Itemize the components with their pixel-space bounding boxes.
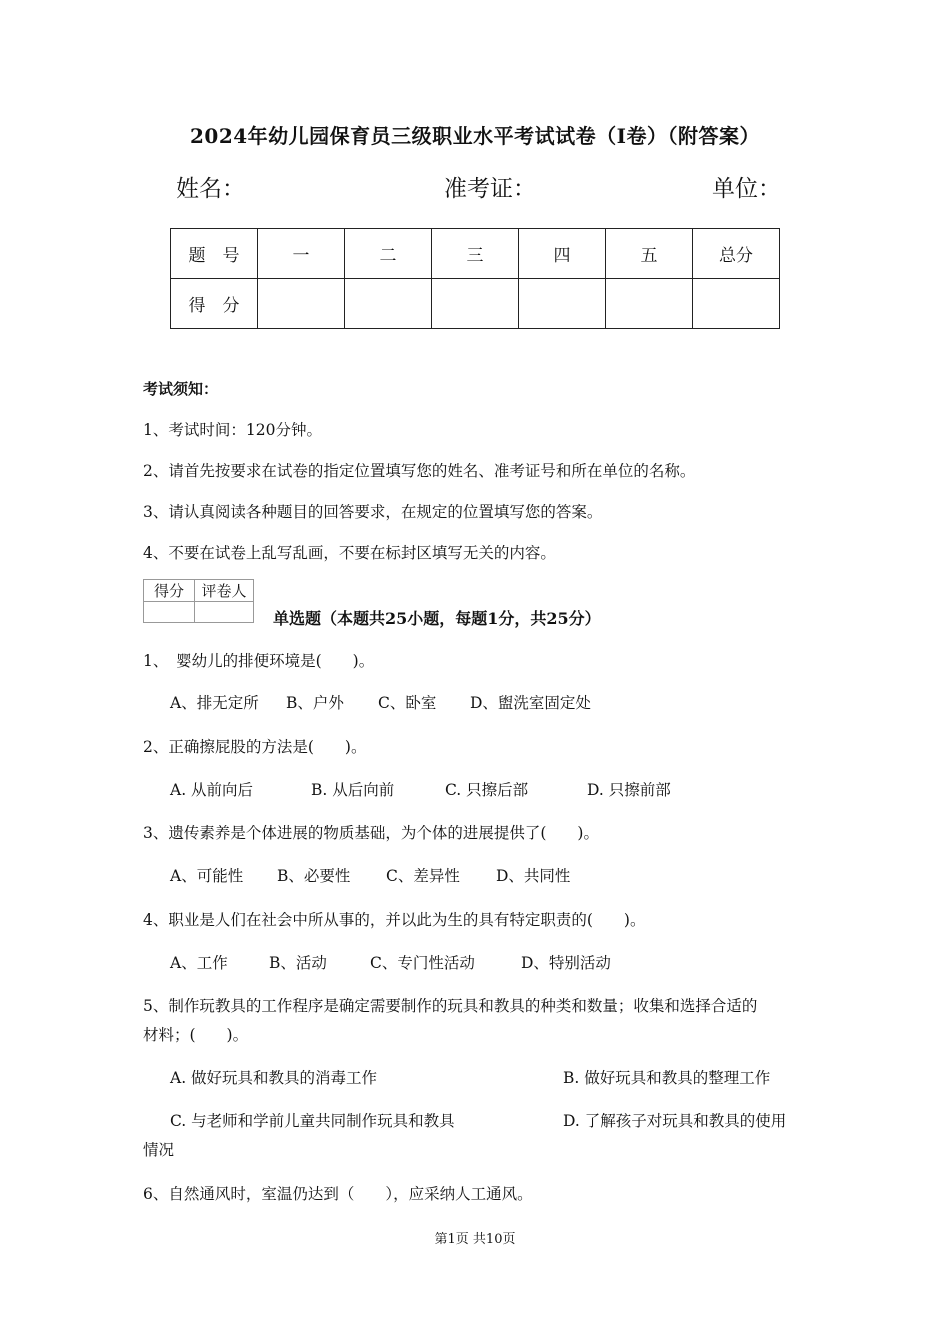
question-option: B、户外 xyxy=(286,694,344,712)
grader-box xyxy=(143,579,254,623)
score-table-row-label: 得 分 xyxy=(171,279,258,329)
notice-item: 4、不要在试卷上乱写乱画，不要在标封区填写无关的内容。 xyxy=(143,544,556,562)
score-table-header-cell: 五 xyxy=(606,229,693,279)
score-cell[interactable] xyxy=(606,279,693,329)
question-option: A、排无定所 xyxy=(170,694,259,712)
question-stem: 2、正确擦屁股的方法是( )。 xyxy=(143,738,367,756)
question-option: D、特别活动 xyxy=(521,954,611,972)
question-option: B、必要性 xyxy=(277,867,351,885)
score-table-header-cell: 题 号 xyxy=(171,229,258,279)
question-stem: 4、职业是人们在社会中所从事的，并以此为生的具有特定职责的( )。 xyxy=(143,911,646,929)
question-option: A. 从前向后 xyxy=(170,781,254,799)
question-stem: 6、自然通风时，室温仍达到（ ），应采纳人工通风。 xyxy=(143,1185,533,1203)
question-stem: 1、 婴幼儿的排便环境是( )。 xyxy=(143,652,375,670)
score-cell[interactable] xyxy=(432,279,519,329)
score-table-score-row xyxy=(171,279,780,329)
page-footer: 第1页 共10页 xyxy=(434,1232,516,1247)
name-field-label: 姓名： xyxy=(176,176,245,202)
question-option: C、差异性 xyxy=(386,867,460,885)
score-table-header-cell: 总分 xyxy=(693,229,780,279)
score-table xyxy=(170,228,780,329)
question-option: B. 做好玩具和教具的整理工作 xyxy=(563,1069,771,1087)
question-option: A、工作 xyxy=(170,954,228,972)
question-option: B. 从后向前 xyxy=(311,781,395,799)
question-option: D. 了解孩子对玩具和教具的使用 xyxy=(563,1112,787,1130)
question-option: A. 做好玩具和教具的消毒工作 xyxy=(170,1069,378,1087)
question-option: C. 与老师和学前儿童共同制作玩具和教具 xyxy=(170,1112,455,1130)
question-stem: 材料；( )。 xyxy=(143,1026,249,1044)
notice-item: 2、请首先按要求在试卷的指定位置填写您的姓名、准考证号和所在单位的名称。 xyxy=(143,462,696,480)
notice-heading: 考试须知： xyxy=(143,380,219,398)
grader-score-cell[interactable] xyxy=(144,602,195,623)
exam-id-field-label: 准考证： xyxy=(444,176,536,202)
score-table-header-cell: 四 xyxy=(519,229,606,279)
question-option: C、专门性活动 xyxy=(370,954,475,972)
question-option: B、活动 xyxy=(269,954,327,972)
question-option-continuation: 情况 xyxy=(143,1141,175,1159)
score-table-header-cell: 一 xyxy=(258,229,345,279)
notice-item: 3、请认真阅读各种题目的回答要求，在规定的位置填写您的答案。 xyxy=(143,503,603,521)
score-cell[interactable] xyxy=(519,279,606,329)
question-option: D、共同性 xyxy=(496,867,571,885)
grader-reviewer-cell[interactable] xyxy=(195,602,254,623)
score-cell[interactable] xyxy=(345,279,432,329)
score-table-header-row xyxy=(171,229,780,279)
grader-score-label: 得分 xyxy=(144,580,195,602)
score-cell[interactable] xyxy=(693,279,780,329)
notice-item: 1、考试时间：120分钟。 xyxy=(143,421,322,439)
question-option: D、盥洗室固定处 xyxy=(470,694,591,712)
question-stem: 5、制作玩教具的工作程序是确定需要制作的玩具和教具的种类和数量；收集和选择合适的 xyxy=(143,997,758,1015)
score-cell[interactable] xyxy=(258,279,345,329)
page-title: 2024年幼儿园保育员三级职业水平考试试卷（I卷）（附答案） xyxy=(189,124,761,148)
question-option: A、可能性 xyxy=(170,867,244,885)
question-option: D. 只擦前部 xyxy=(587,781,671,799)
grader-reviewer-label: 评卷人 xyxy=(195,580,254,602)
question-stem: 3、遗传素养是个体进展的物质基础，为个体的进展提供了( )。 xyxy=(143,824,599,842)
score-table-header-cell: 三 xyxy=(432,229,519,279)
question-option: C、卧室 xyxy=(378,694,437,712)
question-option: C. 只擦后部 xyxy=(445,781,529,799)
score-table-header-cell: 二 xyxy=(345,229,432,279)
unit-field-label: 单位： xyxy=(712,176,781,202)
section-heading: 单选题（本题共25小题，每题1分，共25分） xyxy=(273,609,601,628)
